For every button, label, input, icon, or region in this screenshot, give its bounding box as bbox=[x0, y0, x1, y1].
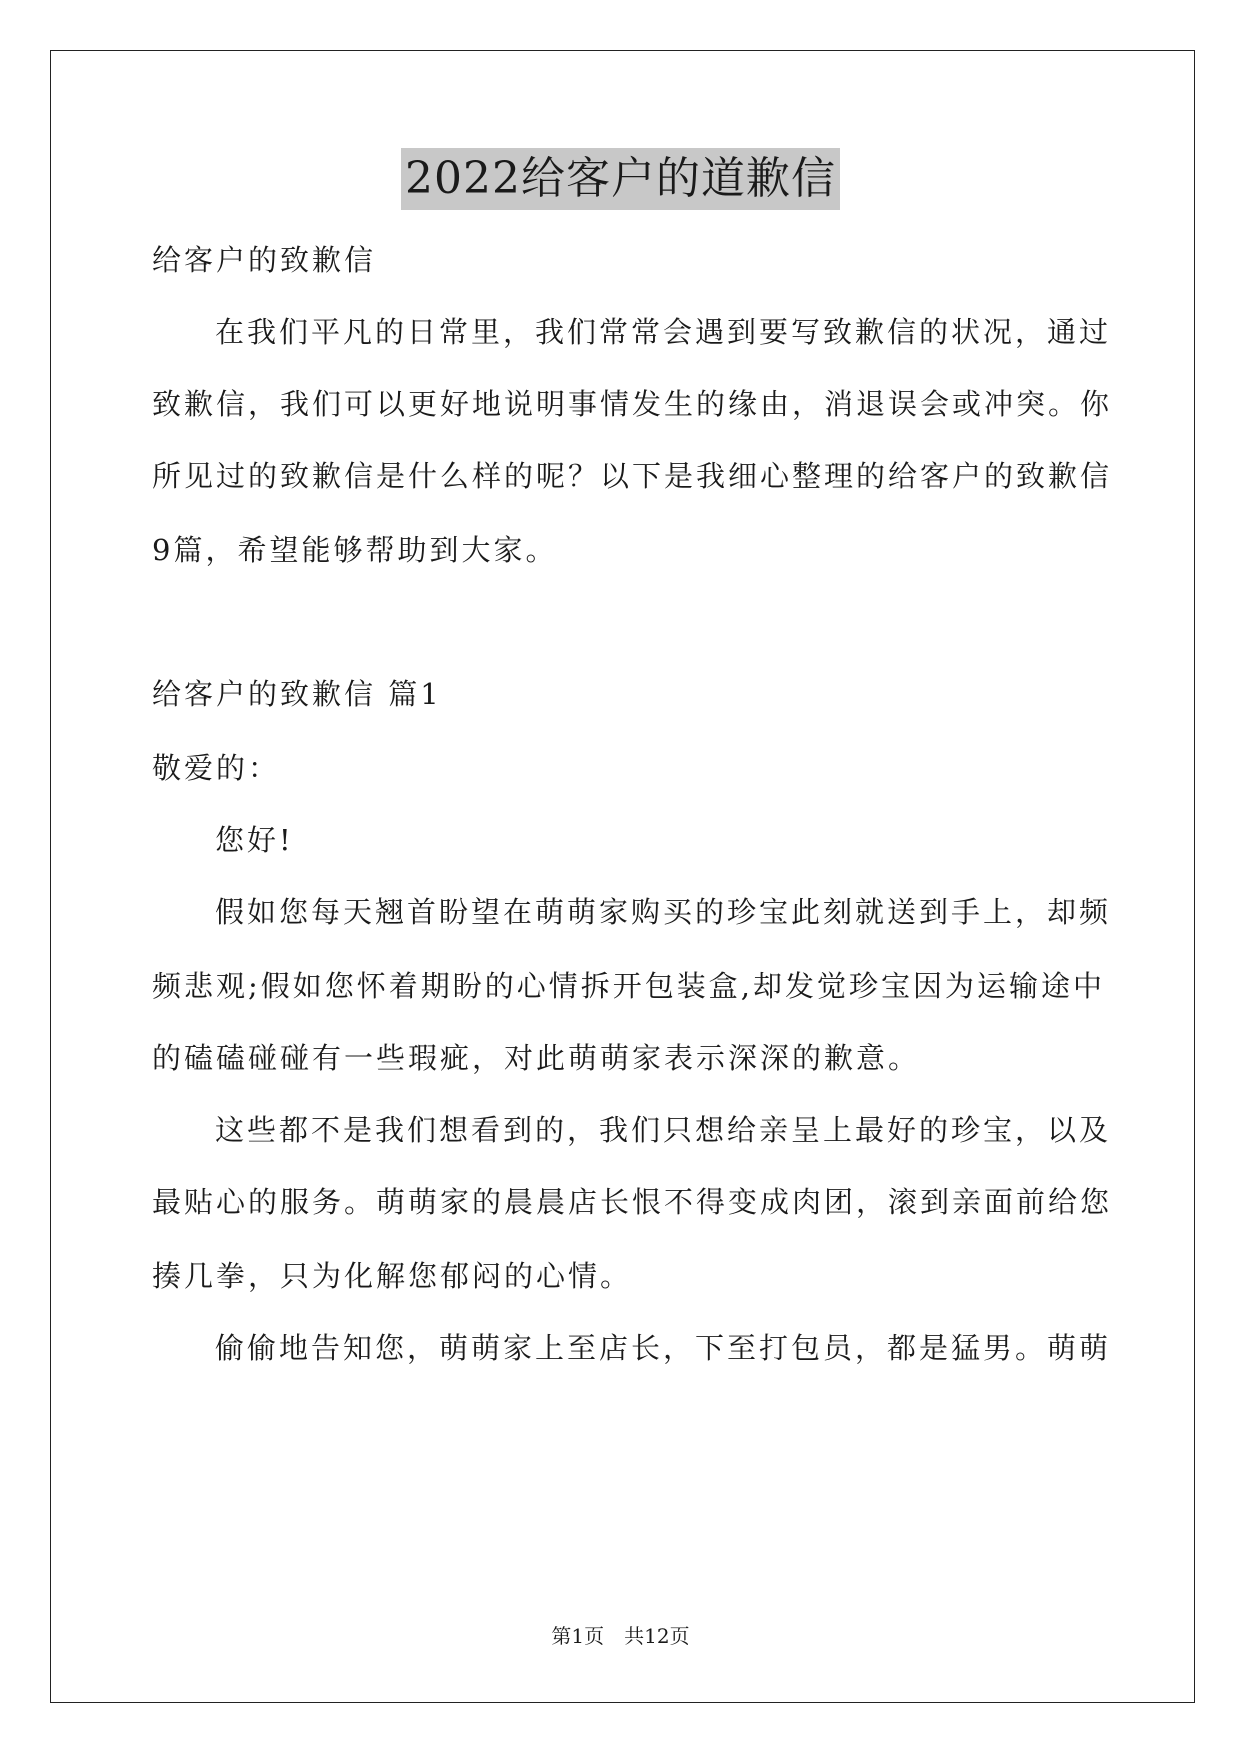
paragraph-line: 最贴心的服务。萌萌家的晨晨店长恨不得变成肉团，滚到亲面前给您 bbox=[152, 1185, 1113, 1219]
section-heading: 给客户的致歉信 篇1 bbox=[152, 677, 442, 711]
intro-line: 致歉信，我们可以更好地说明事情发生的缘由，消退误会或冲突。你 bbox=[152, 387, 1113, 421]
intro-line: 在我们平凡的日常里，我们常常会遇到要写致歉信的状况，通过 bbox=[215, 315, 1112, 349]
paragraph-line: 这些都不是我们想看到的，我们只想给亲呈上最好的珍宝，以及 bbox=[215, 1113, 1112, 1147]
paragraph-line: 的磕磕碰碰有一些瑕疵，对此萌萌家表示深深的歉意。 bbox=[152, 1041, 921, 1075]
paragraph-line: 揍几拳，只为化解您郁闷的心情。 bbox=[152, 1259, 633, 1293]
paragraph-line: 假如您每天翘首盼望在萌萌家购买的珍宝此刻就送到手上，却频 bbox=[215, 895, 1112, 929]
page-border bbox=[50, 50, 1195, 1703]
salutation: 敬爱的： bbox=[152, 751, 281, 785]
paragraph-line: 频悲观;假如您怀着期盼的心情拆开包装盒,却发觉珍宝因为运输途中 bbox=[152, 969, 1105, 1003]
page-number: 第1页 共12页 bbox=[551, 1624, 690, 1648]
paragraph-line: 偷偷地告知您，萌萌家上至店长，下至打包员，都是猛男。萌萌 bbox=[215, 1331, 1112, 1365]
document-title: 2022给客户的道歉信 bbox=[401, 148, 840, 210]
title-container bbox=[0, 148, 1241, 210]
intro-line: 所见过的致歉信是什么样的呢？以下是我细心整理的给客户的致歉信 bbox=[152, 459, 1113, 493]
intro-line: 9篇，希望能够帮助到大家。 bbox=[152, 533, 558, 567]
subtitle: 给客户的致歉信 bbox=[152, 243, 377, 277]
greeting: 您好! bbox=[215, 823, 294, 857]
